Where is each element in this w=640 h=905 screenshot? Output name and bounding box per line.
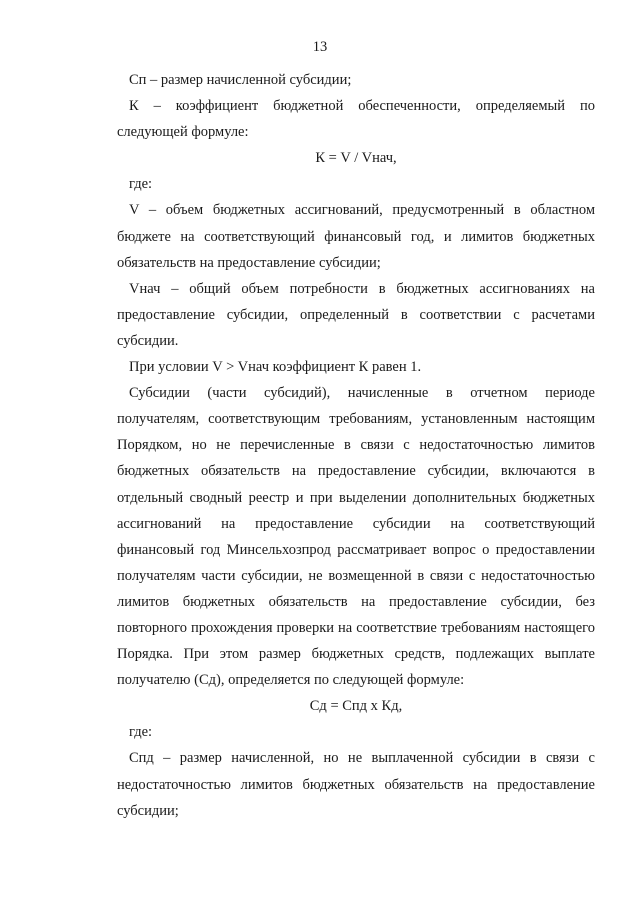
subsidy-unpaid-paragraph: Субсидии (части субсидий), начисленные в отчетном периоде получателям, соответствующим требованиям, установленным настоящим Порядком, но не перечисленные в связи с недостаточностью лимитов бюджетных обязательств на предоставление субсидии, включаются в отдельный сводный реестр и при выделении дополнительных бюджетных ассигнований на предоставление субсидии на соответствующий финансовый год Минсельхозпрод рассматривает вопрос о предоставлении получателям части субсидии, не возмещенной в связи с недостаточностью лимитов бюджетных обязательств на предоставление субсидии, без повторного прохождения проверки на соответствие требованиям настоящего Порядка. При этом размер бюджетных средств, подлежащих выплате получателю (Сд), определяется по следующей формуле:: [117, 385, 595, 689]
page-number: 13: [312, 39, 328, 55]
formula-sd: Сд = Спд х Кд,: [309, 698, 403, 715]
condition-paragraph: При условии V > Vнач коэффициент К равен 1.: [129, 359, 422, 376]
definition-sp: Сп – размер начисленной субсидии;: [129, 72, 352, 88]
where-label-1: где:: [129, 176, 153, 193]
definition-k: К – коэффициент бюджетной обеспеченности, определяемый по следующей формуле:: [117, 98, 595, 141]
definition-vnach: Vнач – общий объем потребности в бюджетных ассигнованиях на предоставление субсидии, определенный в соответствии с расчетами субсидии.: [117, 280, 595, 349]
formula-k: К = V / Vнач,: [315, 150, 397, 167]
where-label-2: где:: [129, 724, 153, 741]
definition-v: V – объем бюджетных ассигнований, предусмотренный в областном бюджете на соответствующий финансовый год, и лимитов бюджетных обязательств на предоставление субсидии;: [117, 202, 595, 271]
document-body: [117, 67, 595, 824]
definition-spd: Спд – размер начисленной, но не выплаченной субсидии в связи с недостаточностью лимитов бюджетных обязательств на предоставление субсидии;: [117, 750, 595, 819]
